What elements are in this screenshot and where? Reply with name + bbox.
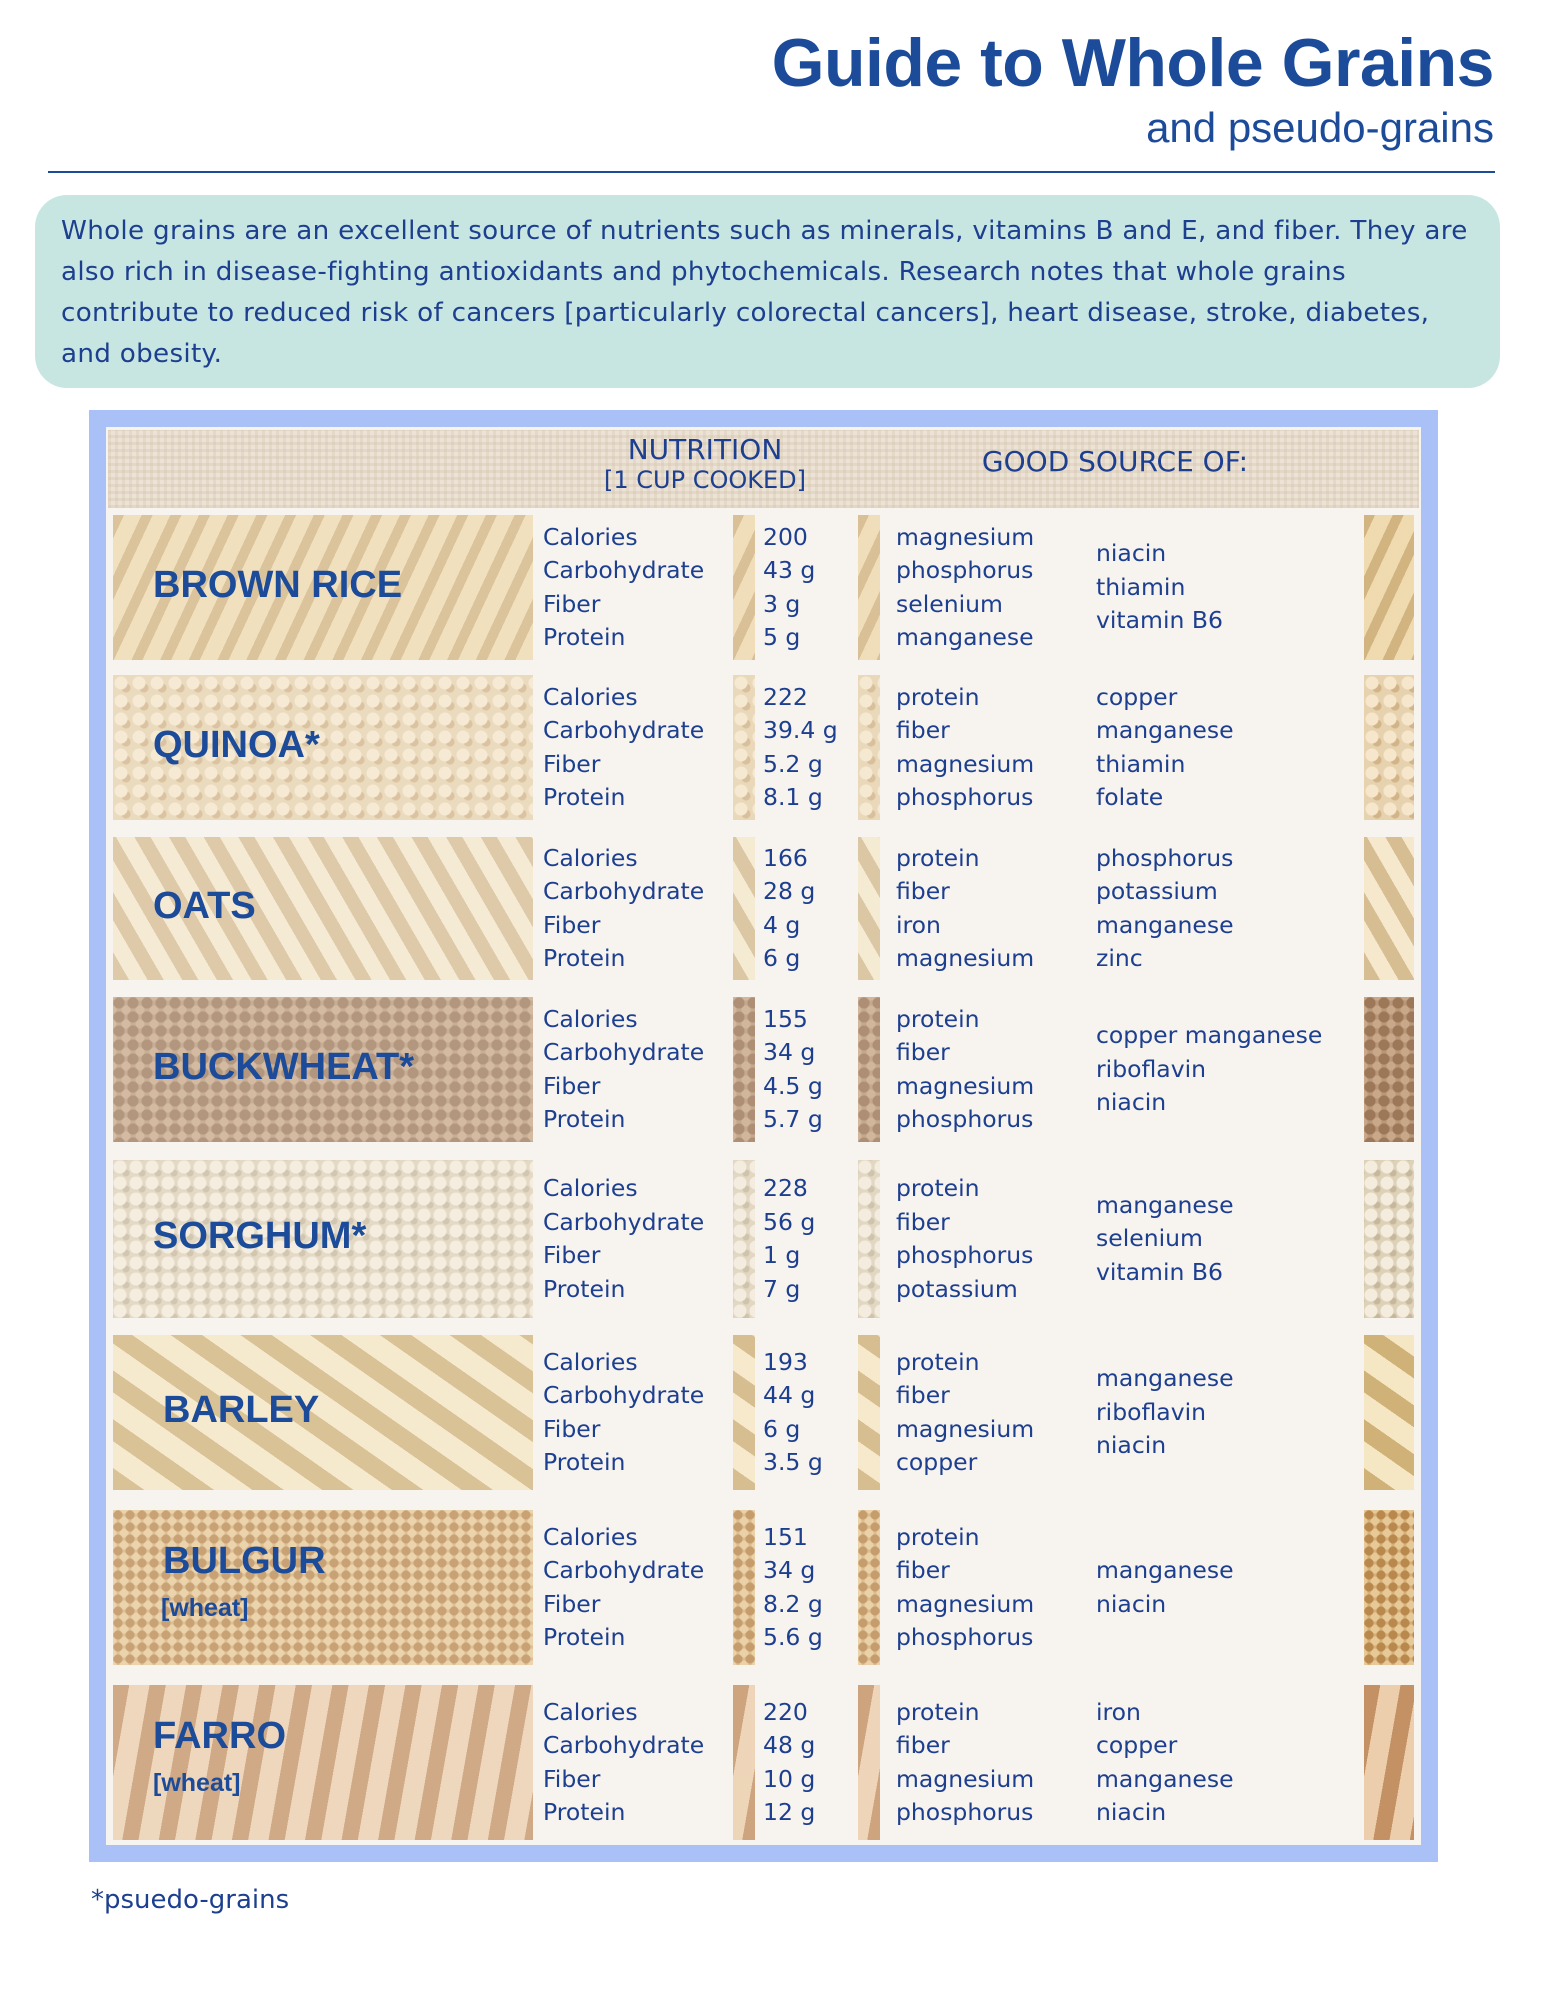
nutrient-values-item: 5 g — [763, 623, 801, 651]
source-list-primary-item: protein — [896, 1347, 980, 1376]
nutrient-labels-item: Calories — [543, 1174, 638, 1202]
grain-photo-main — [113, 1510, 533, 1665]
source-list-secondary-item: selenium — [1096, 1224, 1203, 1253]
source-list-primary-item: phosphorus — [896, 1798, 1034, 1826]
grain-name: BROWN RICE — [153, 563, 403, 606]
source-list-primary — [896, 1696, 1034, 1830]
source-list-primary-item: fiber — [896, 1731, 950, 1759]
source-list-secondary-item: niacin — [1096, 1589, 1167, 1618]
nutrient-values-item: 4.5 g — [763, 1071, 823, 1100]
source-list-secondary — [1096, 681, 1234, 815]
source-list-secondary-item: thiamin — [1096, 749, 1186, 778]
nutrient-values — [763, 1172, 815, 1306]
nutrient-labels-item: Protein — [543, 1105, 626, 1133]
nutrient-labels-item: Fiber — [543, 1589, 601, 1618]
nutrient-labels-item: Carbohydrate — [543, 877, 705, 905]
nutrient-values — [763, 1346, 823, 1480]
nutrient-labels — [543, 842, 704, 976]
nutrient-labels-item: Carbohydrate — [543, 1038, 705, 1066]
nutrient-labels-item: Protein — [543, 1274, 626, 1303]
source-list-primary-item: fiber — [896, 716, 950, 744]
intro-box: Whole grains are an excellent source of nutrients such as minerals, vitamins B and E, and fiber. They are also rich in disease-fighting antioxidants and phytochemicals. Research notes that whole grains contribute to reduced risk of cancers [particularly colorectal cancers], heart disease, stroke, diabetes, and obesity. — [35, 195, 1500, 388]
grain-photo-mid — [858, 1510, 880, 1665]
grain-row-farro — [113, 1685, 1414, 1840]
grain-row-bulgur — [113, 1510, 1414, 1665]
nutrition-header-subtitle: [1 CUP COOKED] — [604, 466, 806, 494]
source-list-primary-item: magnesium — [896, 1764, 1035, 1793]
source-list-primary-item: magnesium — [896, 944, 1035, 972]
nutrient-labels-item: Protein — [543, 944, 626, 972]
source-list-primary — [896, 842, 1034, 976]
grain-name: BARLEY — [163, 1388, 320, 1431]
source-list-primary-item: magnesium — [896, 1071, 1035, 1100]
grain-row-brown-rice — [113, 515, 1414, 660]
source-list-primary — [896, 681, 1034, 815]
source-list-secondary-item: thiamin — [1096, 572, 1186, 601]
nutrient-labels-item: Carbohydrate — [543, 1556, 705, 1584]
grain-photo-mid — [858, 1160, 880, 1318]
nutrient-values-item: 3.5 g — [763, 1448, 823, 1476]
nutrient-values-item: 3 g — [763, 589, 801, 618]
nutrient-values-item: 8.2 g — [763, 1589, 823, 1618]
source-list-primary-item: phosphorus — [896, 1623, 1034, 1651]
nutrient-values-item: 5.6 g — [763, 1623, 823, 1651]
grain-photo-strip — [733, 515, 755, 660]
nutrient-labels-item: Fiber — [543, 1764, 601, 1793]
grain-row-oats — [113, 837, 1414, 980]
grain-photo-strip — [733, 675, 755, 820]
source-list-secondary-item: copper — [1096, 1731, 1178, 1759]
source-list-primary-item: fiber — [896, 1038, 950, 1066]
nutrient-values-item: 5.7 g — [763, 1105, 823, 1133]
nutrient-labels-item: Protein — [543, 1798, 626, 1826]
grain-subname: [wheat] — [161, 1593, 249, 1622]
nutrient-values — [763, 681, 838, 815]
grain-row-sorghum — [113, 1160, 1414, 1318]
page-subtitle: and pseudo-grains — [1146, 104, 1494, 151]
grain-photo-right — [1364, 1160, 1414, 1318]
nutrient-labels-item: Calories — [543, 682, 638, 711]
grain-photo-strip — [733, 837, 755, 980]
source-list-secondary-item: manganese — [1096, 1556, 1234, 1584]
source-list-primary-item: magnesium — [896, 1414, 1035, 1443]
grain-name: FARRO — [153, 1714, 286, 1757]
grain-name: BULGUR — [163, 1539, 326, 1582]
nutrient-values-item: 39.4 g — [763, 716, 838, 744]
source-list-secondary-item: riboflavin — [1096, 1054, 1207, 1083]
source-list-primary-item: phosphorus — [896, 1105, 1034, 1133]
footnote: *psuedo-grains — [91, 1885, 290, 1915]
source-list-primary-item: magnesium — [896, 749, 1035, 778]
source-list-primary — [896, 1172, 1033, 1306]
nutrient-labels-item: Protein — [543, 1448, 626, 1476]
source-list-primary-item: protein — [896, 1174, 980, 1202]
source-list-secondary-item: copper manganese — [1096, 1021, 1323, 1050]
nutrient-values-item: 1 g — [763, 1241, 801, 1269]
nutrient-labels-item: Fiber — [543, 749, 601, 778]
source-list-secondary-item: iron — [1096, 1697, 1141, 1726]
nutrient-values-item: 28 g — [763, 877, 816, 905]
nutrient-values-item: 151 — [763, 1522, 808, 1551]
nutrient-labels — [543, 1521, 704, 1655]
source-list-secondary-item: manganese — [1096, 1364, 1234, 1393]
source-list-primary-item: potassium — [896, 1274, 1018, 1303]
source-list-primary-item: selenium — [896, 589, 1003, 618]
source-list-primary-item: phosphorus — [896, 556, 1034, 584]
source-list-primary-item: protein — [896, 1004, 980, 1033]
source-list-secondary-item: manganese — [1096, 1764, 1234, 1793]
nutrient-labels-item: Carbohydrate — [543, 1207, 705, 1236]
nutrient-values-item: 12 g — [763, 1798, 816, 1826]
grain-photo-right — [1364, 837, 1414, 980]
grain-photo-right — [1364, 515, 1414, 660]
nutrient-labels — [543, 681, 704, 815]
source-list-secondary-item: vitamin B6 — [1096, 606, 1223, 635]
source-list-secondary-item: niacin — [1096, 539, 1167, 568]
source-list-primary-item: fiber — [896, 1381, 950, 1409]
nutrient-values-item: 6 g — [763, 944, 801, 972]
nutrient-values-item: 220 — [763, 1697, 808, 1726]
source-list-secondary-item: zinc — [1096, 944, 1143, 972]
nutrient-values-item: 34 g — [763, 1038, 816, 1066]
nutrient-labels — [543, 1346, 704, 1480]
nutrient-values-item: 200 — [763, 522, 808, 551]
grain-row-quinoa — [113, 675, 1414, 820]
nutrient-labels-item: Carbohydrate — [543, 1381, 705, 1409]
nutrient-labels-item: Calories — [543, 1522, 638, 1551]
grain-photo-strip — [733, 1160, 755, 1318]
source-list-secondary — [1096, 1362, 1234, 1463]
nutrient-labels — [543, 1003, 704, 1137]
source-list-primary-item: phosphorus — [896, 783, 1034, 811]
source-list-secondary-item: niacin — [1096, 1088, 1167, 1117]
nutrient-values-item: 44 g — [763, 1381, 816, 1409]
source-list-primary — [896, 521, 1034, 655]
grain-name: QUINOA* — [153, 723, 320, 766]
grain-row-barley — [113, 1335, 1414, 1490]
nutrient-labels — [543, 1172, 704, 1306]
source-list-secondary-item: niacin — [1096, 1431, 1167, 1460]
nutrient-values-item: 10 g — [763, 1764, 816, 1793]
page-title: Guide to Whole Grains — [771, 25, 1494, 101]
nutrient-labels-item: Fiber — [543, 1071, 601, 1100]
nutrient-labels-item: Carbohydrate — [543, 556, 705, 584]
grain-photo-right — [1364, 675, 1414, 820]
nutrient-labels — [543, 1696, 704, 1830]
nutrient-values-item: 48 g — [763, 1731, 816, 1759]
nutrient-values-item: 8.1 g — [763, 783, 823, 811]
source-list-secondary-item: manganese — [1096, 716, 1234, 744]
source-list-secondary-item: potassium — [1096, 877, 1218, 905]
source-list-secondary-item: riboflavin — [1096, 1397, 1207, 1426]
source-list-primary-item: manganese — [896, 623, 1034, 651]
nutrient-values-item: 43 g — [763, 556, 816, 584]
grain-subname: [wheat] — [153, 1768, 241, 1797]
good-source-header: GOOD SOURCE OF: — [981, 445, 1249, 478]
nutrient-values-item: 193 — [763, 1347, 808, 1376]
nutrient-labels-item: Calories — [543, 522, 638, 551]
grain-photo-mid — [858, 515, 880, 660]
nutrient-values-item: 155 — [763, 1004, 808, 1033]
nutrition-header — [520, 435, 890, 495]
source-list-secondary-item: phosphorus — [1096, 843, 1234, 872]
nutrient-labels-item: Fiber — [543, 589, 601, 618]
grain-photo-strip — [733, 997, 755, 1142]
source-list-secondary-item: manganese — [1096, 910, 1234, 939]
nutrient-values — [763, 1521, 823, 1655]
nutrient-values-item: 5.2 g — [763, 749, 823, 778]
source-list-primary — [896, 1003, 1034, 1137]
source-list-secondary-item: copper — [1096, 682, 1178, 711]
source-list-primary-item: phosphorus — [896, 1241, 1034, 1269]
source-list-primary-item: fiber — [896, 1556, 950, 1584]
nutrient-values-item: 228 — [763, 1174, 808, 1202]
nutrient-labels-item: Fiber — [543, 910, 601, 939]
nutrition-header-title: NUTRITION — [627, 433, 783, 466]
nutrient-labels-item: Calories — [543, 1697, 638, 1726]
grain-photo-strip — [733, 1510, 755, 1665]
source-list-primary-item: fiber — [896, 877, 950, 905]
grain-photo-mid — [858, 675, 880, 820]
grain-photo-strip — [733, 1335, 755, 1490]
grain-photo-right — [1364, 1335, 1414, 1490]
grain-name: OATS — [153, 884, 256, 927]
source-list-secondary — [1096, 1019, 1322, 1120]
source-list-primary-item: fiber — [896, 1207, 950, 1236]
source-list-primary-item: protein — [896, 1697, 980, 1726]
source-list-primary-item: iron — [896, 910, 941, 939]
nutrient-values-item: 6 g — [763, 1414, 801, 1443]
nutrient-labels-item: Carbohydrate — [543, 716, 705, 744]
nutrient-labels-item: Fiber — [543, 1414, 601, 1443]
source-list-secondary-item: niacin — [1096, 1798, 1167, 1826]
grain-name: BUCKWHEAT* — [153, 1045, 415, 1088]
grain-photo-right — [1364, 1685, 1414, 1840]
grain-photo-mid — [858, 1685, 880, 1840]
nutrient-values-item: 34 g — [763, 1556, 816, 1584]
nutrient-labels-item: Fiber — [543, 1241, 601, 1269]
grain-photo-mid — [858, 997, 880, 1142]
nutrient-labels — [543, 521, 704, 655]
nutrient-labels-item: Calories — [543, 843, 638, 872]
nutrient-values-item: 166 — [763, 843, 808, 872]
grain-photo-mid — [858, 837, 880, 980]
nutrient-labels-item: Calories — [543, 1347, 638, 1376]
source-list-secondary — [1096, 842, 1234, 976]
nutrient-values — [763, 521, 815, 655]
grain-photo-strip — [733, 1685, 755, 1840]
source-list-primary-item: protein — [896, 682, 980, 711]
nutrient-values-item: 222 — [763, 682, 808, 711]
source-list-primary — [896, 1346, 1034, 1480]
grain-row-buckwheat — [113, 997, 1414, 1142]
source-list-primary — [896, 1521, 1034, 1655]
grain-photo-mid — [858, 1335, 880, 1490]
nutrient-values — [763, 1003, 823, 1137]
source-list-primary-item: magnesium — [896, 1589, 1035, 1618]
grain-photo-right — [1364, 1510, 1414, 1665]
source-list-primary-item: protein — [896, 1522, 980, 1551]
nutrient-values — [763, 842, 815, 976]
title-divider — [48, 171, 1495, 173]
grain-photo-right — [1364, 997, 1414, 1142]
source-list-secondary — [1096, 1189, 1234, 1290]
source-list-secondary — [1096, 1554, 1234, 1621]
nutrient-values-item: 56 g — [763, 1207, 816, 1236]
nutrient-labels-item: Calories — [543, 1004, 638, 1033]
nutrient-values-item: 7 g — [763, 1274, 801, 1303]
grain-name: SORGHUM* — [153, 1215, 367, 1257]
nutrient-labels-item: Protein — [543, 623, 626, 651]
nutrient-labels-item: Protein — [543, 1623, 626, 1651]
source-list-secondary — [1096, 1696, 1234, 1830]
source-list-secondary-item: folate — [1096, 783, 1164, 811]
source-list-primary-item: protein — [896, 843, 980, 872]
source-list-secondary — [1096, 537, 1223, 638]
nutrient-values — [763, 1696, 815, 1830]
nutrient-labels-item: Protein — [543, 783, 626, 811]
nutrient-labels-item: Carbohydrate — [543, 1731, 705, 1759]
source-list-secondary-item: vitamin B6 — [1096, 1257, 1223, 1286]
nutrient-values-item: 4 g — [763, 910, 801, 939]
grain-photo-main — [113, 1685, 533, 1840]
source-list-primary-item: magnesium — [896, 522, 1035, 551]
source-list-primary-item: copper — [896, 1448, 978, 1476]
source-list-secondary-item: manganese — [1096, 1190, 1234, 1219]
